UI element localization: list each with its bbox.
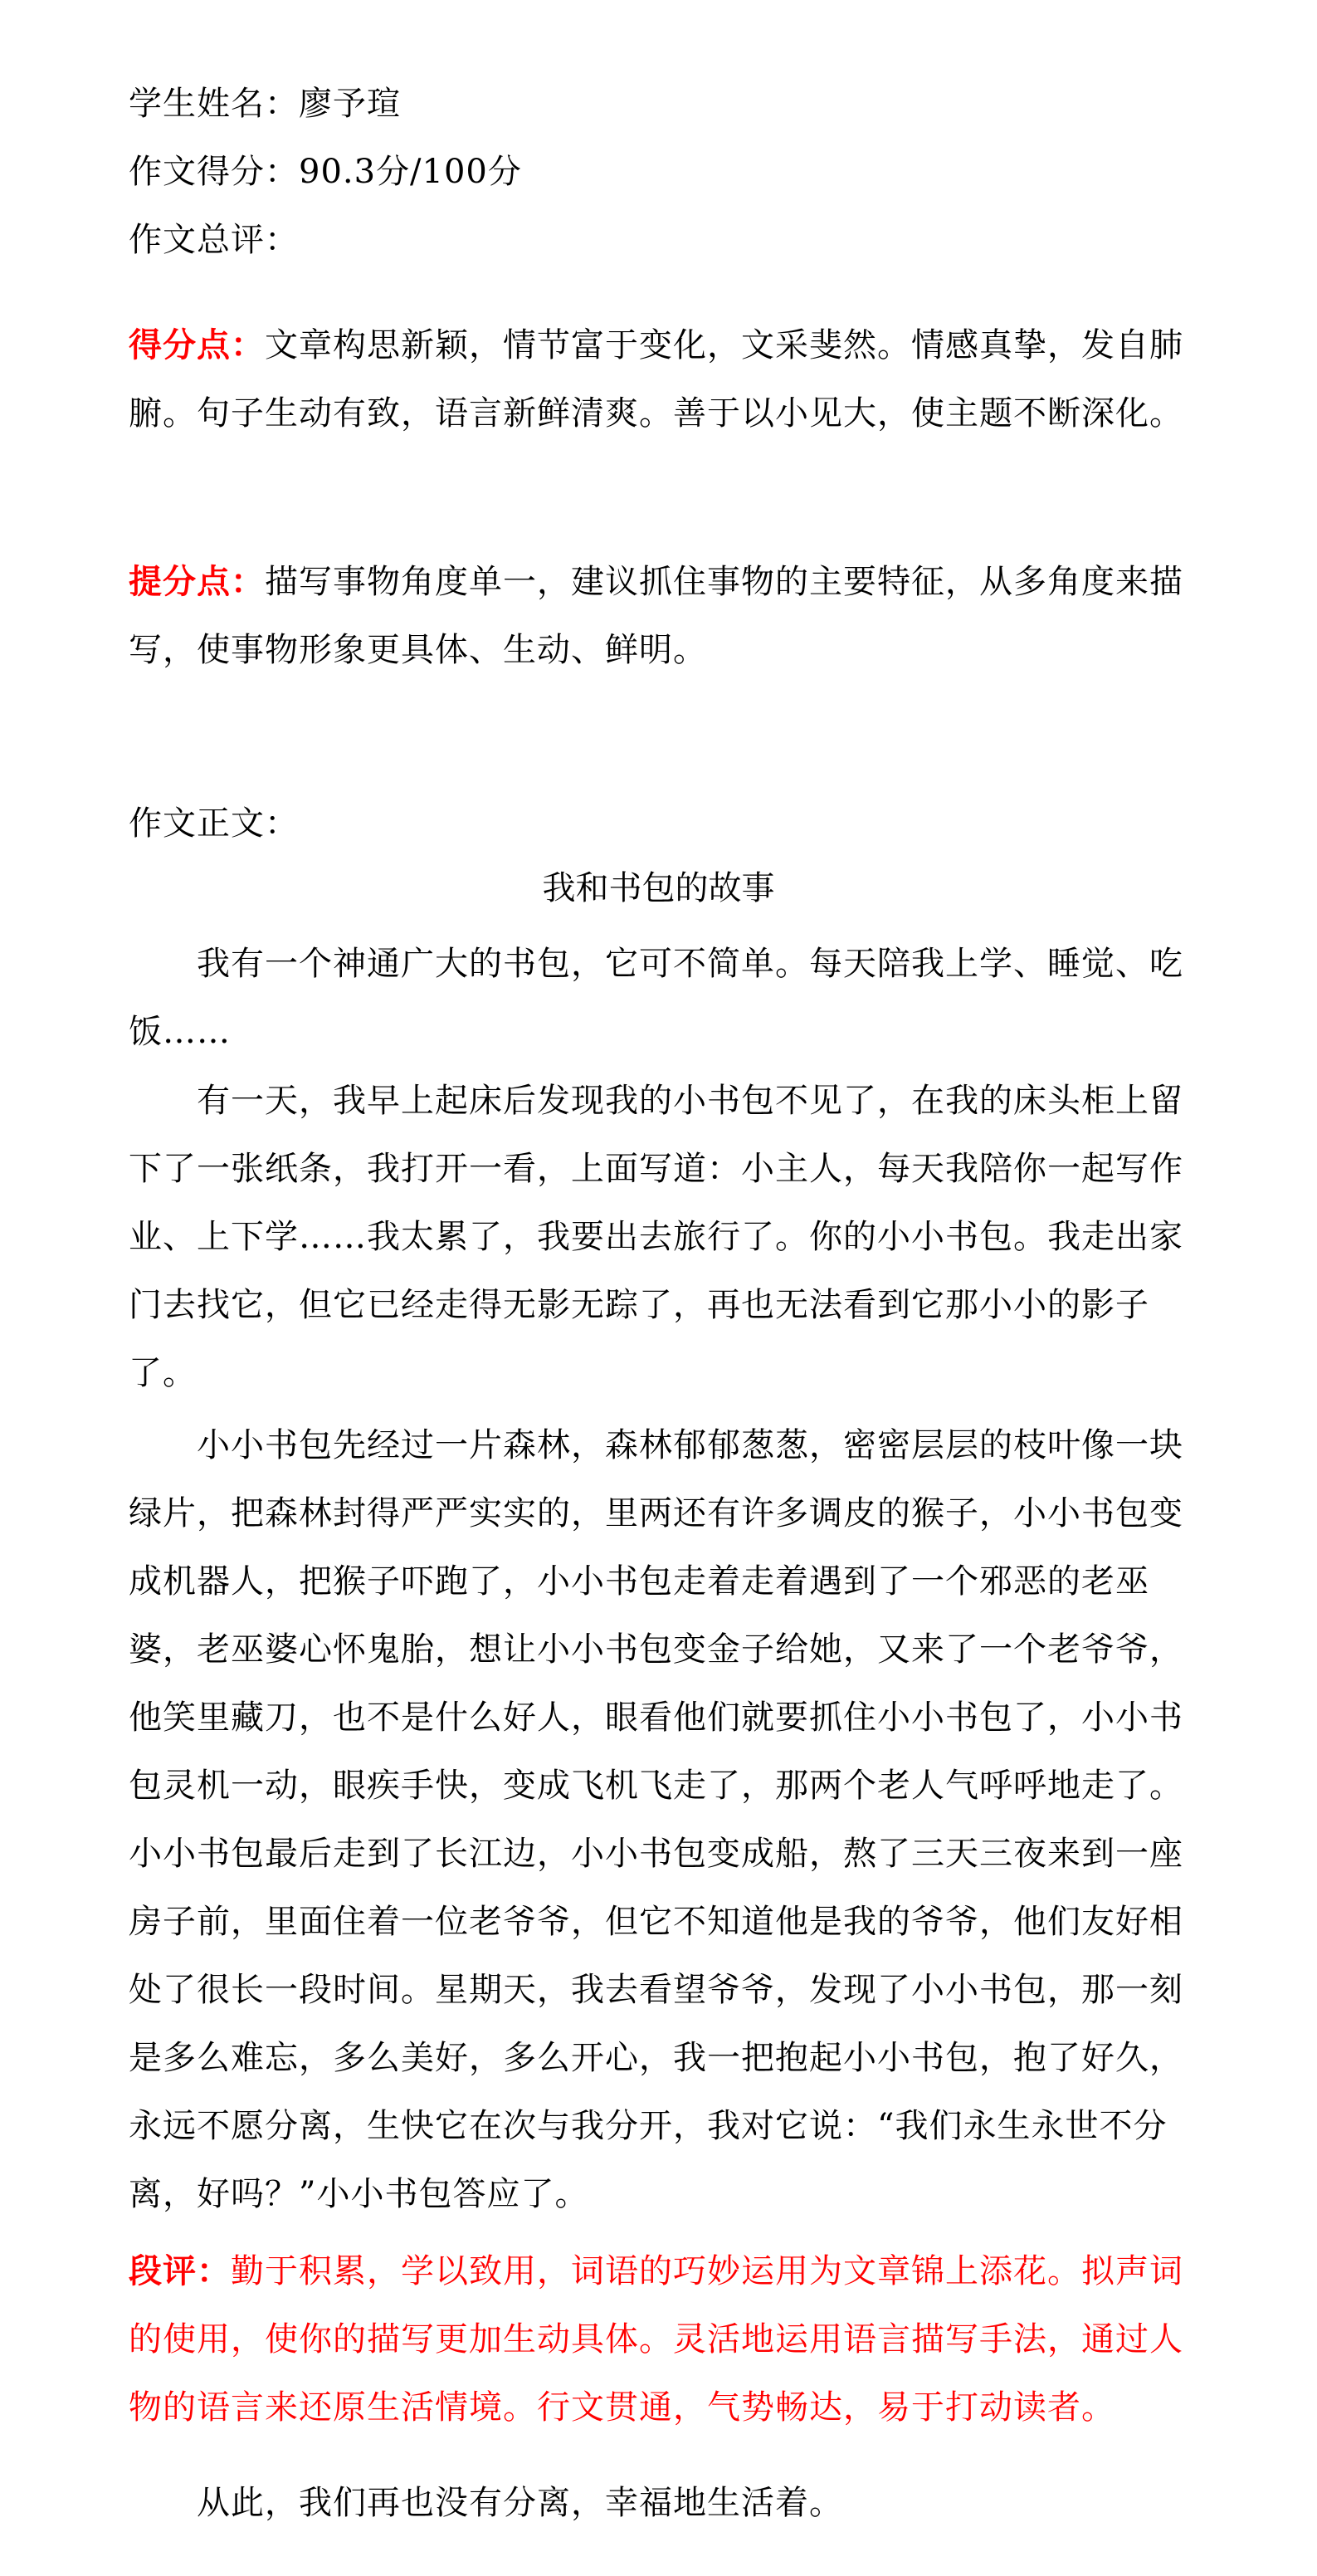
essay-paragraph: 小小书包先经过一片森林，森林郁郁葱葱，密密层层的枝叶像一块绿片，把森林封得严严实实的，里两还有许多调皮的猴子，小小书包变成机器人，把猴子吓跑了，小小书包走着走着遇到了一个邪恶的老巫婆，老巫婆心怀鬼胎，想让小小书包变金子给她，又来了一个老爷爷，他笑里藏刀，也不是什么好人，眼看他们就要抓住小小书包了，小小书包灵机一动，眼疾手快，变成飞机飞走了，那两个老人气呼呼地走了。小小书包最后走到了长江边，小小书包变成船，熬了三天三夜来到一座房子前，里面住着一位老爷爷，但它不知道他是我的爷爷，他们友好相处了很长一段时间。星期天，我去看望爷爷，发现了小小书包，那一刻是多么难忘，多么美好，多么开心，我一把抱起小小书包，抱了好久，永远不愿分离，生快它在次与我分开，我对它说：“我们永生永世不分离，好吗？”小小书包答应了。 xyxy=(129,1426,1183,2213)
strengths-paragraph xyxy=(129,311,1199,447)
essay-closing: 从此，我们再也没有分离，幸福地生活着。 xyxy=(197,2484,843,2522)
strengths-label: 得分点： xyxy=(129,325,265,364)
essay-paragraph: 有一天，我早上起床后发现我的小书包不见了，在我的床头柜上留下了一张纸条，我打开一看，上面写道：小主人，每天我陪你一起写作业、上下学……我太累了，我要出去旅行了。你的小小书包。我走出家门去找它，但它已经走得无影无踪了，再也无法看到它那小小的影子了。 xyxy=(129,1082,1183,1392)
student-name-value: 廖予瑄 xyxy=(299,85,401,123)
strengths-text: 文章构思新颖，情节富于变化，文采斐然。情感真挚，发自肺腑。句子生动有致，语言新鲜清爽。善于以小见大，使主题不断深化。 xyxy=(129,326,1183,433)
essay-paragraph: 我有一个神通广大的书包，它可不简单。每天陪我上学、睡觉、吃饭…… xyxy=(129,945,1183,1051)
essay-title: 我和书包的故事 xyxy=(542,869,775,907)
essay-section-heading xyxy=(129,799,1199,848)
paragraph-comment-label: 段评： xyxy=(129,2251,231,2290)
paragraph-comment xyxy=(129,2237,1199,2442)
essay-section-label: 作文正文： xyxy=(129,804,299,843)
summary-label: 作文总评： xyxy=(129,221,299,259)
summary-heading xyxy=(129,215,1199,265)
improve-paragraph xyxy=(129,548,1199,684)
student-name-label: 学生姓名： xyxy=(129,85,299,123)
improve-text: 描写事物角度单一，建议抓住事物的主要特征，从多角度来描写，使事物形象更具体、生动、鲜明。 xyxy=(129,563,1183,669)
score-label: 作文得分： xyxy=(129,153,299,191)
paragraph-comment-text: 勤于积累，学以致用，词语的巧妙运用为文章锦上添花。拟声词的使用，使你的描写更加生动具体。灵活地运用语言描写手法，通过人物的语言来还原生活情境。行文贯通，气势畅达，易于打动读者。 xyxy=(129,2252,1183,2427)
score-value: 90.3分/100分 xyxy=(299,153,522,191)
improve-label: 提分点： xyxy=(129,562,265,601)
score-line xyxy=(129,147,1199,197)
student-name-line xyxy=(129,79,1199,129)
